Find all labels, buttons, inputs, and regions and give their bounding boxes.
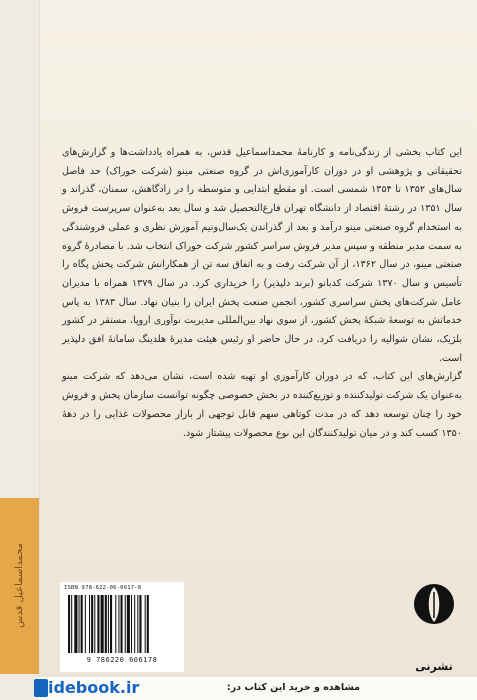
barcode-bar bbox=[139, 595, 141, 653]
barcode-bar bbox=[118, 595, 119, 653]
barcode-bar bbox=[134, 595, 135, 653]
barcode-bar bbox=[127, 595, 130, 653]
watermark-caption: مشاهده و خرید این کتاب در: bbox=[226, 682, 360, 693]
barcode-bar bbox=[147, 595, 149, 653]
barcode bbox=[60, 582, 184, 672]
barcode-bar bbox=[91, 595, 93, 653]
spine-title-text: محمداسماعیل قدس bbox=[13, 542, 25, 628]
barcode-bar bbox=[81, 595, 83, 653]
watermark-logo-icon bbox=[34, 679, 48, 697]
barcode-bar bbox=[74, 595, 77, 653]
barcode-bar bbox=[71, 595, 72, 653]
barcode-bar bbox=[68, 595, 70, 653]
barcode-bar bbox=[79, 595, 80, 653]
publisher-logo bbox=[412, 582, 456, 660]
barcode-bar bbox=[105, 595, 107, 653]
barcode-bar bbox=[137, 595, 138, 653]
barcode-bar bbox=[101, 595, 104, 653]
barcode-bar bbox=[108, 595, 109, 653]
barcode-bar bbox=[145, 595, 146, 653]
barcode-bar bbox=[94, 595, 95, 653]
barcode-bar bbox=[97, 595, 99, 653]
watermark-brand[interactable]: idebook.ir bbox=[48, 678, 140, 697]
barcode-bar bbox=[131, 595, 132, 653]
publisher-name: نشرنی bbox=[415, 660, 453, 673]
barcode-bar bbox=[110, 595, 112, 653]
isbn-label: ISBN 978-622-06-0617-8 bbox=[64, 585, 142, 591]
barcode-bars bbox=[66, 595, 178, 653]
blurb-text bbox=[62, 144, 462, 443]
barcode-bar bbox=[89, 595, 90, 653]
blurb-paragraph-2: گزارش‌های این کتاب، که در دوران کارآموزی او تهیه شده است، نشان می‌دهد که شرکت مینو به‌عنوان یک شرکت تولیدکننده و توزیع‌کننده در بخش خصوصی چگونه توانست سازمان پخش و فروش خود را چنان توسعه دهد که در مدت کوتاهی سهم قابل توجهی از بازار محصولات غذایی را در دههٔ ۱۳۵۰ کسب کند و در میان تولیدکنندگان این نوع محصولات پیشتاز شود. bbox=[62, 371, 462, 439]
barcode-bar bbox=[85, 595, 86, 653]
barcode-digits: 9 786220 606178 bbox=[86, 656, 158, 664]
barcode-bar bbox=[125, 595, 126, 653]
barcode-bar bbox=[121, 595, 123, 653]
spine-title bbox=[4, 500, 34, 670]
barcode-bar bbox=[115, 595, 116, 653]
blurb-paragraph-1: این کتاب بخشی از زندگی‌نامه و کارنامهٔ محمداسماعیل قدس، به همراه یادداشت‌ها و گزارش‌های تحقیقاتی و پژوهشی او در دوران کارآموزی‌اش در گروه صنعتی مینو (شرکت خوراک) حد فاصل سال‌های ۱۳۵۲ تا ۱۳۵۴ شمسی است. او مقطع ابتدایی و متوسطه را در زادگاهش، سمنان، گذراند و سال ۱۳۵۱ در رشتهٔ اقتصاد از دانشگاه تهران فارغ‌التحصیل شد و سال بعد به‌عنوان سرپرست فروش به استخدام گروه صنعتی مینو درآمد و بعد از گذراندن یک‌سال‌ونیم آموزش نظری و عملی فروشندگی به سمت مدیر منطقه و سپس مدیر فروش سراسر کشور شرکت خوراک انتخاب شد. با مصادرهٔ گروه صنعتی مینو، در سال ۱۳۶۲، از آن شرکت رفت و به اتفاق سه تن از همکارانش شرکت پخش پگاه را تأسیس و سال ۱۳۷۰ شرکت کدبانو (برند دلپذیر) را خریداری کرد. در سال ۱۳۷۹ همراه با مدیران عامل شرکت‌های پخش سراسری کشور، انجمن صنعت پخش ایران را بنیان نهاد. سال ۱۳۸۳ به پاس خدماتش به توسعهٔ شبکهٔ پخش کشور، از سوی نهاد بین‌المللی مدیریت نوآوری اروپا، مستقر در کشور بلژیک، نشان شوالیه را دریافت کرد. در حال حاضر او رئیس هیئت مدیرهٔ هلدینگ سامانهٔ افق دلپذیر است. bbox=[62, 147, 463, 364]
